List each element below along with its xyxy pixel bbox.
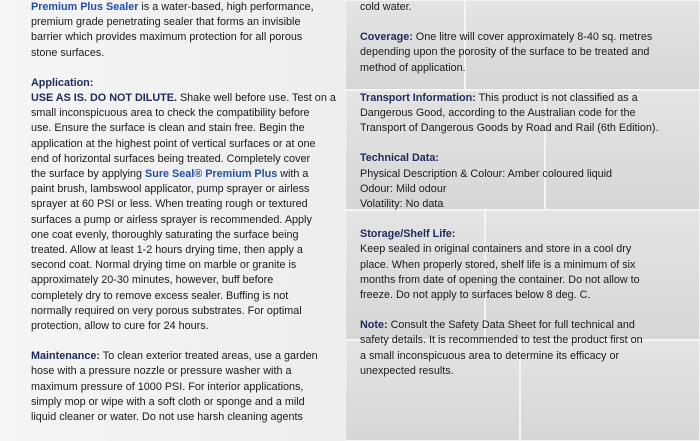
product-name: Sure Seal® Premium Plus <box>145 168 278 181</box>
intro-paragraph: Premium Plus Sealer is a water-based, high performance, premium grade penetrating sealer that forms an invisible barrier which provides maximum protection for all porous stone surfaces. <box>31 1 314 59</box>
storage-section: Storage/Shelf Life: Keep sealed in original containers and store in a cool dry place. When properly stored, shelf life is a minimum of six months from date of opening the container. Do not allow to freeze. Do not apply to surfaces below 8 deg. C. <box>360 227 680 303</box>
maintenance-section: Maintenance: To clean exterior treated areas, use a garden hose with a pressure nozzle or pressure washer with a maximum pressure of 1000 PSI. For interior applications, simply mop or wipe with a soft cloth or sponge and a mild liquid cleaner or water. Do not use harsh cleaning agents <box>31 350 318 424</box>
application-heading: Application: <box>31 76 94 89</box>
coverage-heading: Coverage: <box>360 31 413 44</box>
storage-heading: Storage/Shelf Life: <box>360 228 456 241</box>
transport-section: Transport Information: This product is not classified as a Dangerous Good, according to the Australian code for the Transport of Dangerous Goods by Road and Rail (6th Edition). <box>360 91 659 135</box>
technical-section: Technical Data: Physical Description & Colour: Amber coloured liquid Odour: Mild odour Volatility: No data <box>360 151 680 212</box>
transport-heading: Transport Information: <box>360 91 476 104</box>
left-column <box>31 0 349 425</box>
note-section: Note: Consult the Safety Data Sheet for full technical and safety details. It is recommended to test the product first on a small inconspicuous area to determine its efficacy or unexpected results. <box>360 319 643 377</box>
technical-heading: Technical Data: <box>360 152 439 165</box>
brand-name: Premium Plus Sealer <box>31 1 139 13</box>
maintenance-heading: Maintenance: <box>31 350 100 363</box>
right-column <box>360 0 680 379</box>
coverage-section: Coverage: One litre will cover approximately 8-40 sq. metres depending upon the porosity of the surface to be treated and method of application. <box>360 31 653 74</box>
application-section: Application: USE AS IS. DO NOT DILUTE. Shake well before use. Test on a small inconspicuous area to check the compatibility before use. Ensure the surface is clean and stain free. Begin the application at the highest point of vertical surfaces or at one end of horizontal surfaces being treated. Completely cover the surface by applying Sure Seal® Premium Plus with a paint brush, lambswool applicator, pump sprayer or airless sprayer at 60 PSI or less. When treating rough or textured surfaces a pump or airless sprayer is recommended. Apply one coat evenly, thoroughly saturating the surface being treated. Allow at least 1-2 hours drying time, then apply a second coat. Normal drying time on marble or granite is approximately 20-30 minutes, however, buff before completely dry to remove excess sealer. Buffing is not normally required on very porous substrates. For optimal protection, allow to cure for 24 hours. <box>31 76 349 334</box>
continued-text: cold water. <box>360 1 412 13</box>
note-heading: Note: <box>360 319 388 332</box>
